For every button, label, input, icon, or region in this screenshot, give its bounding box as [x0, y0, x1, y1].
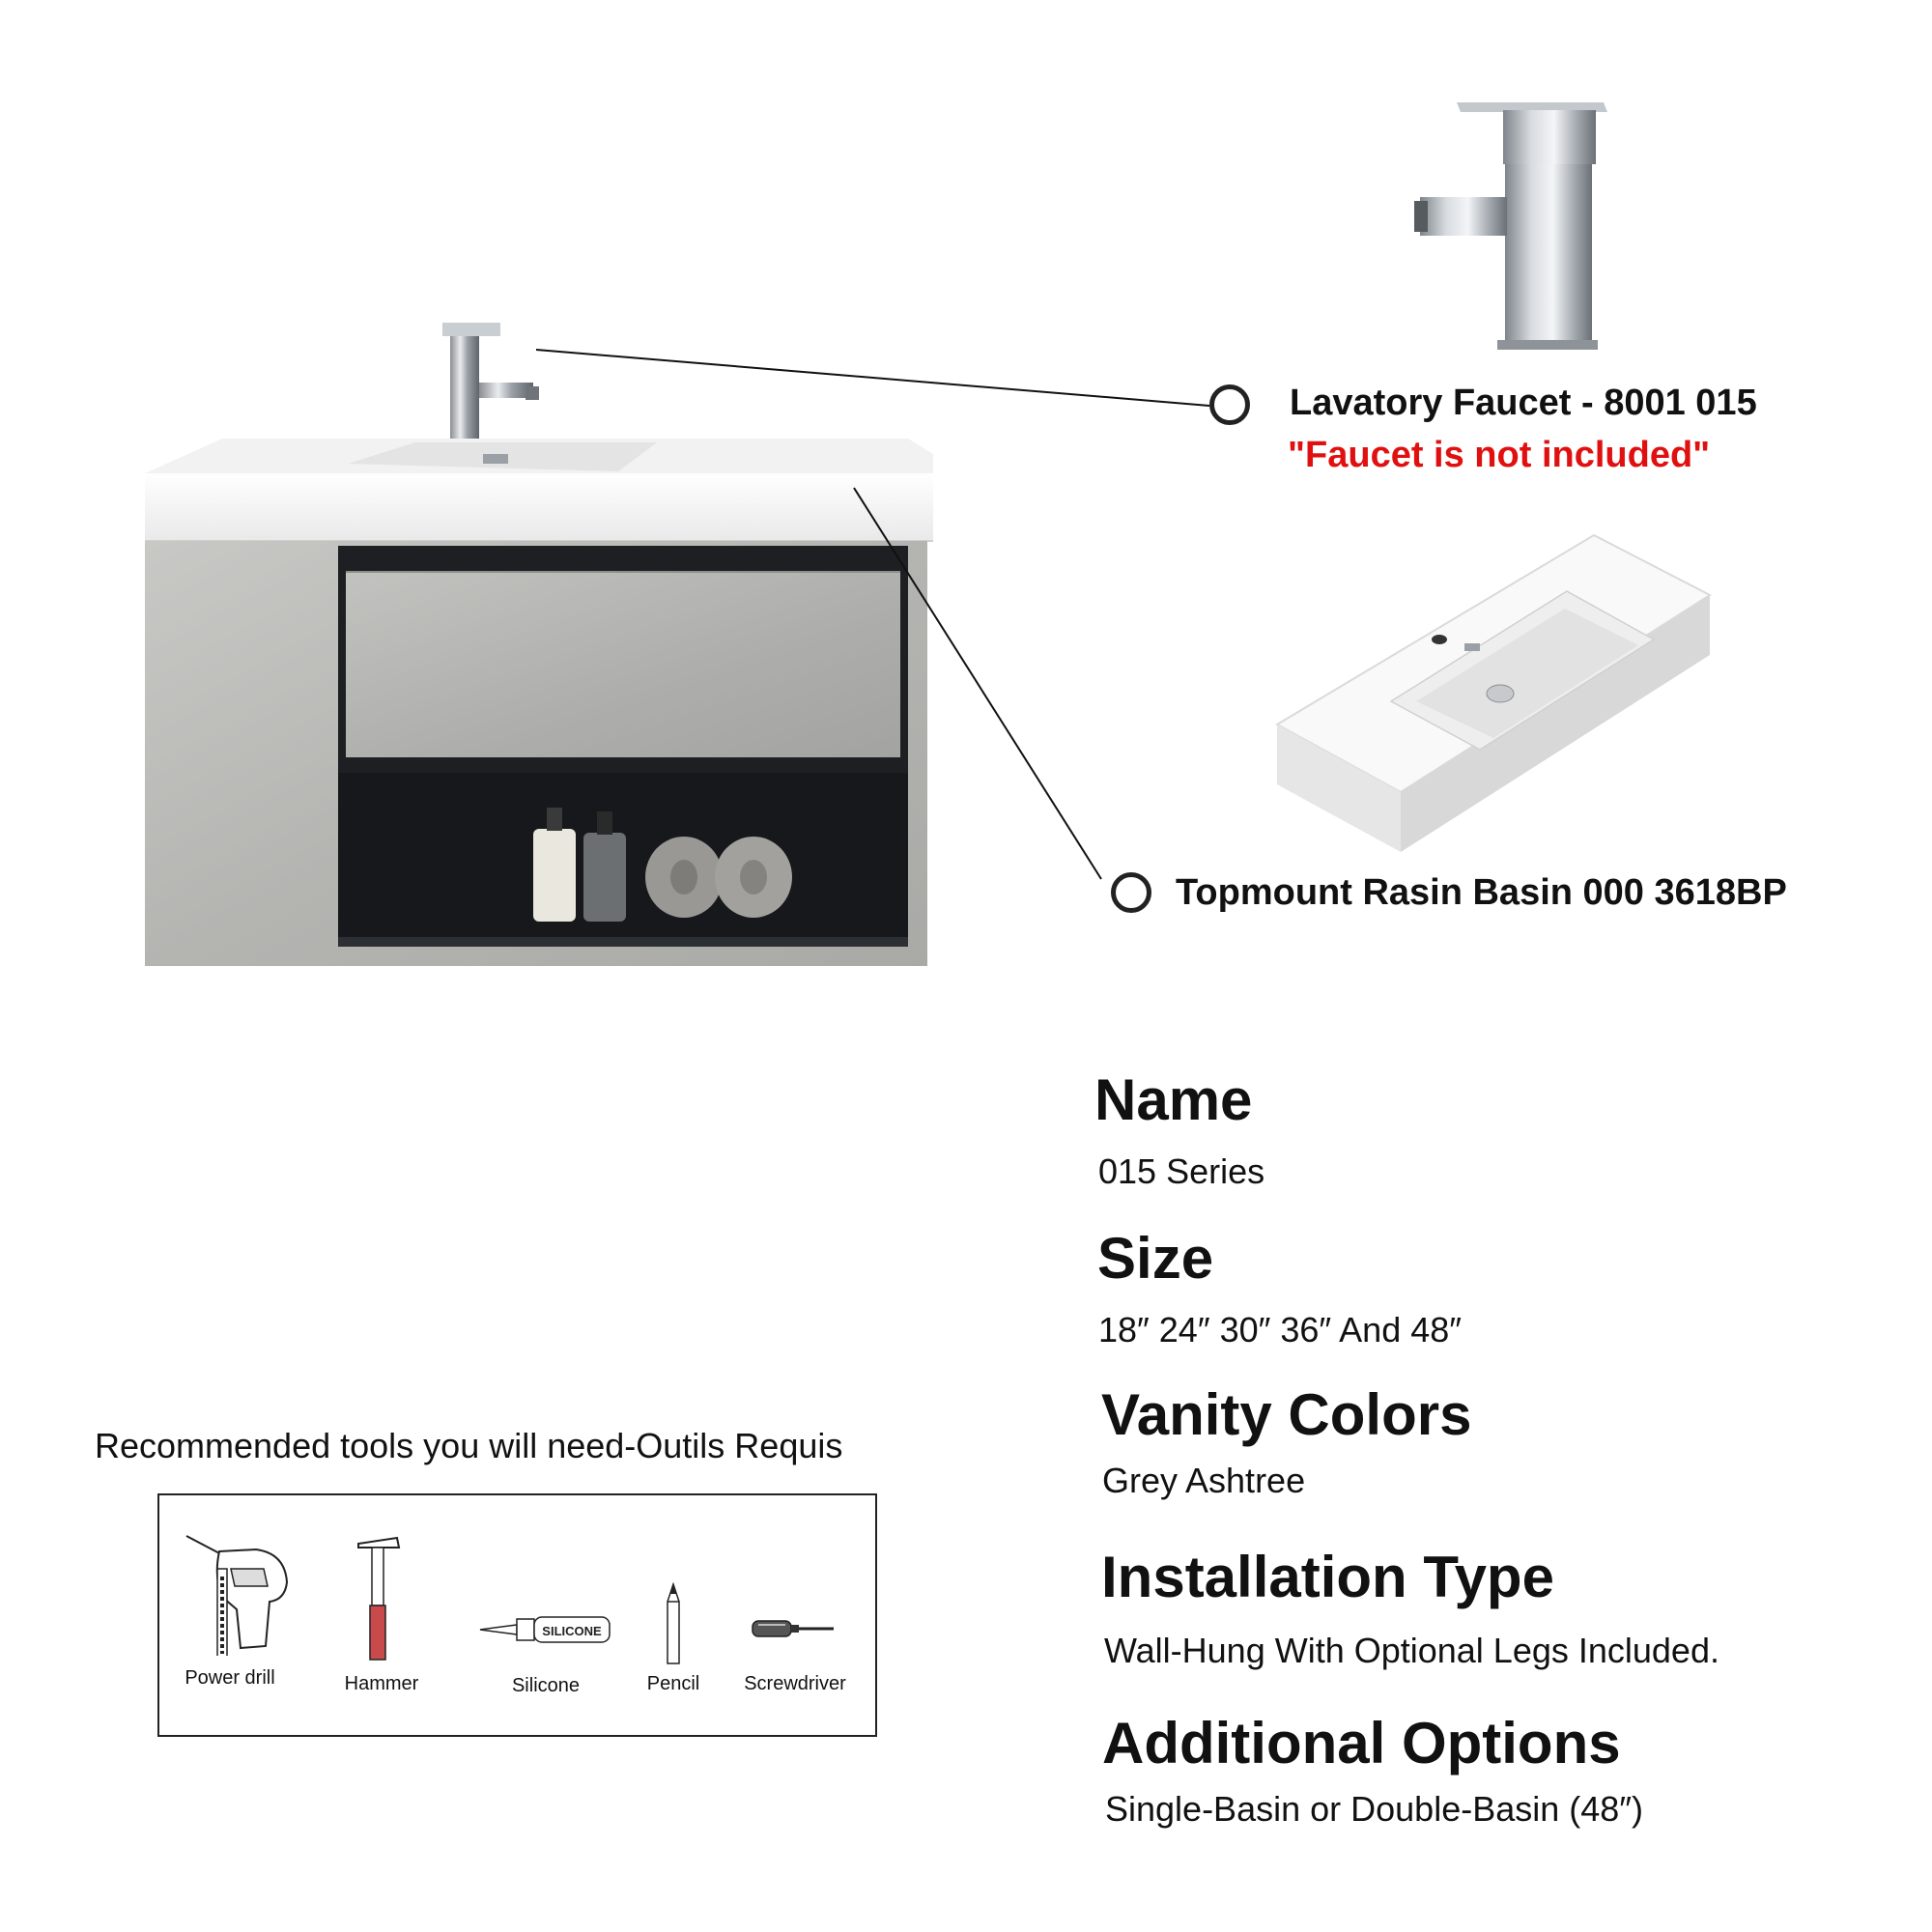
- faucet-product-image: [1410, 97, 1613, 357]
- tools-caption: Recommended tools you will need-Outils Requis: [95, 1426, 843, 1465]
- pencil-icon: [664, 1582, 683, 1669]
- power-drill-icon: [181, 1530, 297, 1656]
- spec-size-value: 18″ 24″ 30″ 36″ And 48″: [1098, 1310, 1463, 1350]
- faucet-not-included-note: "Faucet is not included": [1288, 435, 1711, 475]
- tool-label-power-drill: Power drill: [185, 1667, 275, 1689]
- spec-installation-value: Wall-Hung With Optional Legs Included.: [1104, 1631, 1719, 1670]
- spec-options-value: Single-Basin or Double-Basin (48″): [1105, 1789, 1644, 1829]
- spec-section: [1092, 1063, 1922, 1835]
- silicone-tube-text: SILICONE: [542, 1624, 602, 1638]
- tools-panel: [157, 1493, 877, 1737]
- faucet-callout-title: Lavatory Faucet - 8001 015: [1290, 383, 1757, 423]
- hammer-icon: [355, 1530, 403, 1662]
- spec-installation-heading: Installation Type: [1101, 1545, 1554, 1609]
- silicone-tube-icon: [478, 1613, 613, 1646]
- spec-colors-value: Grey Ashtree: [1102, 1461, 1306, 1500]
- spec-options-heading: Additional Options: [1102, 1711, 1621, 1776]
- screwdriver-icon: [751, 1617, 838, 1640]
- tool-label-silicone: Silicone: [511, 1675, 581, 1696]
- spec-colors-heading: Vanity Colors: [1101, 1382, 1472, 1447]
- tool-label-hammer: Hammer: [344, 1673, 419, 1694]
- spec-name-heading: Name: [1094, 1067, 1253, 1132]
- spec-size-heading: Size: [1097, 1226, 1214, 1291]
- basin-callout-title: Topmount Rasin Basin 000 3618BP: [1176, 872, 1787, 913]
- tool-label-screwdriver: Screwdriver: [744, 1673, 846, 1694]
- basin-product-image: [1275, 531, 1719, 860]
- tool-label-pencil: Pencil: [646, 1673, 700, 1694]
- basin-callout-marker: [1111, 872, 1151, 913]
- spec-name-value: 015 Series: [1098, 1151, 1265, 1191]
- faucet-callout-marker: [1209, 384, 1250, 425]
